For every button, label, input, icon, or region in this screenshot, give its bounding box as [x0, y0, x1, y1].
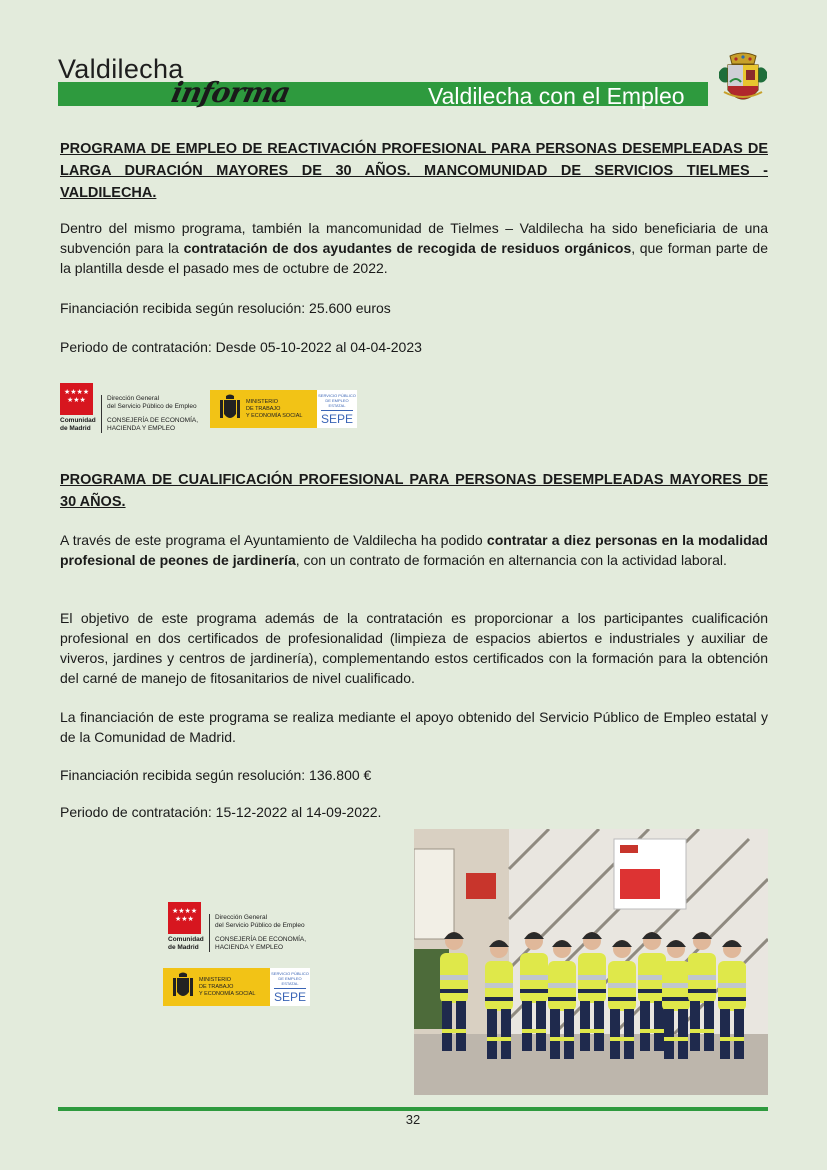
gob-line2: DE TRABAJO	[199, 983, 234, 990]
section2-p1-bold: contratar a diez personas en la modalidad profesional de peones de jardinería	[60, 532, 768, 568]
madrid-stars-icon: ★★★★ ★★★	[168, 902, 201, 934]
section1-funding: Financiación recibida según resolución: 25.600 euros	[60, 300, 391, 316]
brand-name: Valdilecha	[58, 54, 184, 84]
section2-p1-text-a: A través de este programa el Ayuntamiento de Valdilecha ha podido	[60, 532, 487, 548]
section2-heading: PROGRAMA DE CUALIFICACIÓN PROFESIONAL PARA PERSONAS DESEMPLEADAS MAYORES DE 30 AÑOS.	[60, 472, 768, 510]
section2-paragraph-3: La financiación de este programa se realiza mediante el apoyo obtenido del Servicio Público de Empleo estatal y de la Comunidad de Madrid.	[60, 709, 768, 745]
cm-caption-2: de Madrid	[168, 944, 199, 951]
section1-period: Periodo de contratación: Desde 05-10-2022 al 04-04-2023	[60, 339, 422, 355]
cm-line3: CONSEJERÍA DE ECONOMÍA,	[107, 417, 199, 424]
sepe-top: SERVICIO PÚBLICO DE EMPLEO ESTATAL	[318, 392, 356, 408]
spain-coat-of-arms-icon	[171, 972, 195, 1002]
section1-p1-text-c: , que forman parte de la plantilla desde el pasado mes de octubre de 2022.	[60, 240, 768, 276]
comunidad-madrid-logo-2	[168, 902, 306, 952]
cm-line1: Dirección General	[215, 914, 268, 921]
section1-p1-bold: contratación de dos ayudantes de recogida de residuos orgánicos	[183, 240, 632, 256]
ministerio-sepe-logo-2	[163, 968, 310, 1006]
gob-line2: DE TRABAJO	[246, 405, 281, 412]
cm-line3: CONSEJERÍA DE ECONOMÍA,	[215, 936, 307, 943]
section2-funding: Financiación recibida según resolución: 136.800 €	[60, 767, 372, 783]
section2-paragraph-1	[60, 530, 768, 570]
gob-line1: MINISTERIO	[246, 398, 279, 405]
comunidad-madrid-logo	[60, 383, 198, 433]
section2-period: Periodo de contratación: 15-12-2022 al 14-09-2022.	[60, 804, 382, 820]
gob-line3: Y ECONOMÍA SOCIAL	[199, 990, 256, 997]
municipal-crest-icon	[716, 52, 770, 110]
section1-heading: PROGRAMA DE EMPLEO DE REACTIVACIÓN PROFESIONAL PARA PERSONAS DESEMPLEADAS DE LARGA DURACIÓN MAYORES DE 30 AÑOS. MANCOMUNIDAD DE SERVICIOS TIELMES - VALDILECHA.	[60, 141, 768, 201]
gob-line3: Y ECONOMÍA SOCIAL	[246, 412, 303, 419]
sepe-name: SEPE	[273, 989, 306, 1004]
section1-p1-text-a: Dentro del mismo programa, también la mancomunidad de Tielmes – Valdilecha ha sido beneficiaria de una subvención para la	[60, 220, 768, 256]
cm-line2: del Servicio Público de Empleo	[107, 403, 197, 410]
section2-paragraph-2: El objetivo de este programa además de la contratación es proporcionar a los participantes cualificación profesional en dos certificados de profesionalidad (limpieza de espacios abiertos e industriales y auxiliar de viveros, jardines y centros de jardinería), complementando estos certificados con la formación para la obtención del carné de manejo de fitosanitarios de nivel cualificado.	[60, 610, 768, 686]
gob-line1: MINISTERIO	[199, 976, 232, 983]
cm-line2: del Servicio Público de Empleo	[215, 922, 305, 929]
madrid-stars-icon: ★★★★ ★★★	[60, 383, 93, 415]
cm-caption-1: Comunidad	[60, 417, 96, 424]
workers-group-photo	[414, 829, 768, 1095]
footer-bar	[58, 1107, 768, 1111]
section1-paragraph	[60, 218, 768, 278]
cm-line4: HACIENDA Y EMPLEO	[107, 425, 176, 432]
cm-caption-1: Comunidad	[168, 936, 204, 943]
ministerio-sepe-logo	[210, 390, 357, 428]
page-number: 32	[405, 1112, 421, 1127]
cm-line4: HACIENDA Y EMPLEO	[215, 944, 284, 951]
section-title: Valdilecha con el Empleo	[428, 83, 685, 109]
section2-p1-text-c: , con un contrato de formación en alternancia con la actividad laboral.	[295, 552, 727, 568]
sepe-name: SEPE	[320, 411, 353, 426]
sepe-top: SERVICIO PÚBLICO DE EMPLEO ESTATAL	[271, 970, 309, 986]
cm-line1: Dirección General	[107, 395, 160, 402]
cm-caption-2: de Madrid	[60, 425, 91, 432]
spain-coat-of-arms-icon	[218, 394, 242, 424]
brand-subtitle: informa	[168, 76, 293, 109]
